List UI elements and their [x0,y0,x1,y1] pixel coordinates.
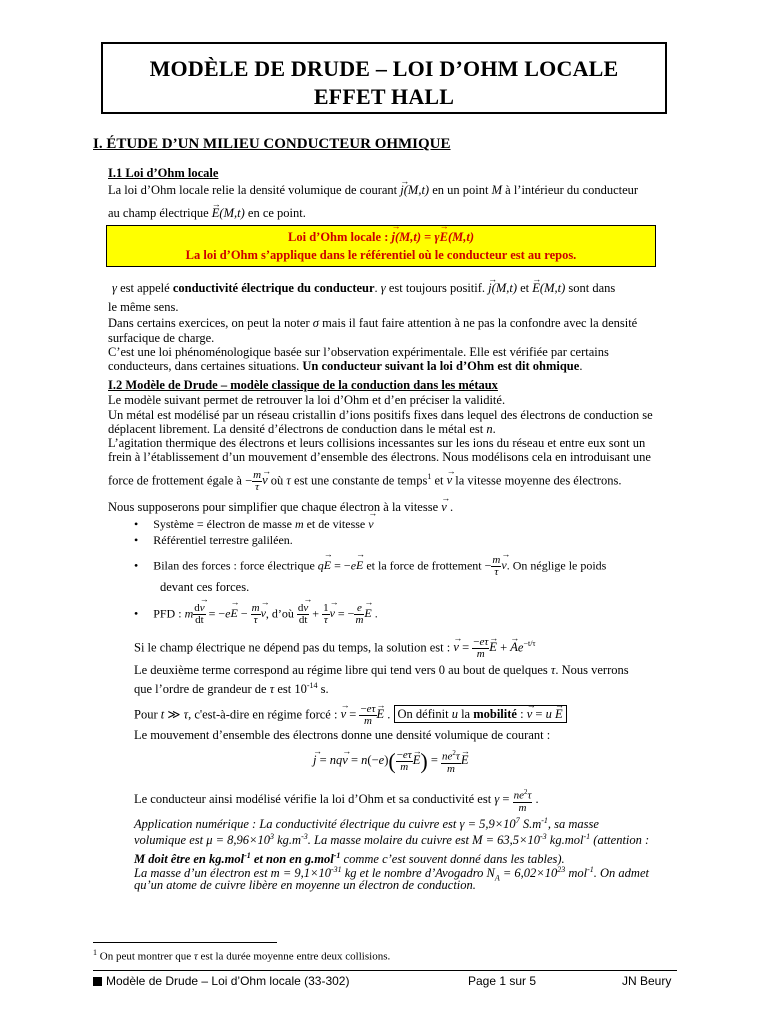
paragraph-line: C’est une loi phénoménologique basée sur l’observation expérimentale. Elle est vérifiée par certains [108,345,609,359]
numeric-app-line: M doit être en kg.mol$^{-1}$ et non en g.mol$^{-1}$ comme c’est souvent donné dans les tables). [134,851,565,867]
square-icon [93,977,102,986]
subsection-heading-2: I.2 Modèle de Drude – modèle classique de la conduction dans les métaux [108,378,498,392]
ohm-law-note: La loi d’Ohm s’applique dans le référentiel où le conducteur est au repos. [185,248,577,262]
section-heading: I. ÉTUDE D’UN MILIEU CONDUCTEUR OHMIQUE [93,136,451,152]
numeric-app-line: La masse d’un électron est $m = 9,1\times 10^{-31}$ kg et le nombre d’Avogadro $N_A = 6,02\times 10^{23}$ mol$^{-1}$. On admet [134,865,649,883]
paragraph-line: déplacent librement. La densité d’électrons de conduction dans le métal est n. [108,422,496,436]
subsection-heading-1: I.1 Loi d’Ohm locale [108,166,219,180]
numeric-app-line: qu’un atome de cuivre libère en moyenne un électron de conduction. [134,878,476,892]
forced-regime-line: Pour t ≫ τ, c'est-à-dire en régime forcé : → v = $\frac{-e\tau}{m}$ → E . On définit u la mobilité : → v = u → E [134,704,567,727]
paragraph-line: La loi d’Ohm locale relie la densité volumique de courant → j(M,t) en un point M à l’intérieur du conducteur [108,183,638,197]
paragraph-line: Le conducteur ainsi modélisé vérifie la loi d’Ohm et sa conductivité est γ = $\frac{ne^2\tau}{m}$ . [134,788,539,814]
ohm-law-formula: Loi d’Ohm locale : → j(M,t) = γ→ E(M,t) [106,230,656,245]
bullet-item: • PFD : m $\frac{d\to v}{dt}$ = −e→ E − $\frac{m}{\tau}$ → v, d’où $\frac{d\to v}{dt}$ + $\frac{1}{\tau}$ → v = − $\frac{e}{m}$ → E . [134,603,378,626]
paragraph-line: Nous supposerons pour simplifier que chaque électron à la vitesse → v . [108,500,453,514]
paragraph-line: L’agitation thermique des électrons et leurs collisions incessantes sur les ions du réseau et entre eux sont un [108,436,646,450]
paragraph-line: le même sens. [108,300,179,314]
current-density-formula: → j = nq→ v = n(−e)( $\frac{-e\tau}{m}$ → E) = $\frac{ne^2\tau}{m}$ → E [313,748,469,775]
mobility-definition: On définit u la mobilité : → v = u → E [394,705,567,723]
paragraph-line: force de frottement égale à − $\frac{m}{\tau}$ → v où τ est une constante de temps$^1$ et → v la vitesse moyenne des électrons. [108,470,622,493]
bullet-item: • Bilan des forces : force électrique q→ E = −e→ E et la force de frottement − $\frac{m}{\tau}$ → v. On néglige le poids [134,555,606,578]
footer-rule [93,970,677,971]
page-title: MODÈLE DE DRUDE – LOI D’OHM LOCALE [149,56,619,81]
paragraph-line: Un métal est modélisé par un réseau cristallin d’ions positifs fixes dans lequel des électrons de conduction se [108,408,653,422]
footer-author: JN Beury [622,974,672,988]
numeric-app-line: Application numérique : La conductivité électrique du cuivre est $\gamma = 5,9\times 10^7$ $S.m^{-1}$, sa masse [134,816,599,832]
footnote-separator [93,942,277,943]
paragraph-line: Le mouvement d’ensemble des électrons donne une densité volumique de courant : [134,728,551,742]
paragraph-line: Le deuxième terme correspond au régime libre qui tend vers 0 au bout de quelques τ. Nous verrons [134,663,629,677]
paragraph-line: frein à l’établissement d’un mouvement d’ensemble des électrons. Nous modélisons cela en introduisant une [108,450,651,464]
paragraph-line: que l’ordre de grandeur de τ est $10^{-14}$ s. [134,681,329,697]
footer-page-number: Page 1 sur 5 [468,974,537,988]
paragraph-line: surfacique de charge. [108,331,215,345]
paragraph-line: conducteurs, dans certaines situations. Un conducteur suivant la loi d’Ohm est dit ohmique. [108,359,583,373]
bullet-item: • Système = électron de masse m et de vitesse → v [134,517,374,532]
footer-left: Modèle de Drude – Loi d’Ohm locale (33-302) [93,974,349,988]
paragraph-line: Dans certains exercices, on peut la noter σ mais il faut faire attention à ne pas la confondre avec la densité [108,316,638,330]
paragraph-line: devant ces forces. [160,580,250,594]
bullet-item: • Référentiel terrestre galiléen. [134,533,293,547]
paragraph-line: au champ électrique → E(M,t) en ce point. [108,206,306,220]
paragraph-line: γ est appelé conductivité électrique du conducteur. γ est toujours positif. → j(M,t) et → E(M,t) sont dans [108,281,615,295]
paragraph-line: Le modèle suivant permet de retrouver la loi d’Ohm et d’en préciser la validité. [108,393,506,407]
page-subtitle: EFFET HALL [313,84,455,109]
solution-line: Si le champ électrique ne dépend pas du temps, la solution est : → v = $\frac{-e\tau}{m}$ → E + → $Ae^{-t/\tau}$ [134,637,536,660]
footnote: $^1$ On peut montrer que τ est la durée moyenne entre deux collisions. [93,948,391,963]
numeric-app-line: volumique est $\mu = 8,96\times 10^3$ $kg.m^{-3}$. La masse molaire du cuivre est $M = 63,5\times 10^{-3}$ kg.mol$^{-1}$ (attention : [134,832,650,848]
